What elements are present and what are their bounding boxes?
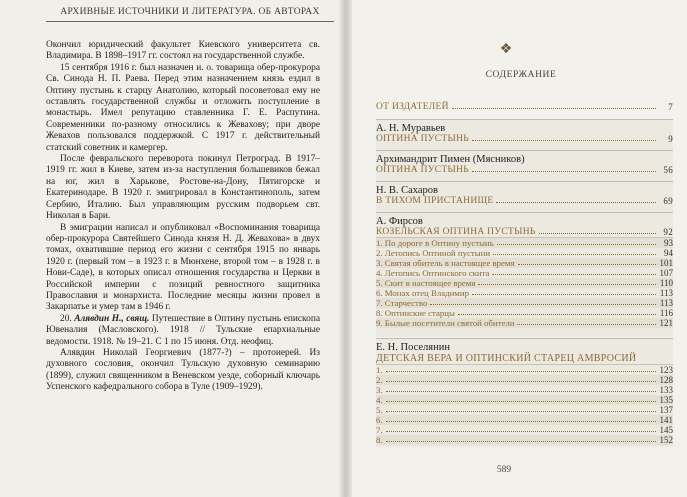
ornament-icon: ❖ bbox=[499, 42, 513, 57]
paragraph: Окончил юридический факультет Киевского университета св. Владимира. В 1898–1917 гг. состоял на государственной службе. bbox=[46, 40, 320, 62]
chapter-page: 116 bbox=[659, 308, 673, 318]
entry-20 bbox=[46, 314, 320, 348]
chapter-page: 94 bbox=[664, 248, 673, 258]
running-head: АРХИВНЫЕ ИСТОЧНИКИ И ЛИТЕРАТУРА. ОБ АВТОРАХ bbox=[60, 7, 320, 17]
chapter-page: 107 bbox=[659, 268, 673, 278]
chapter-title: 8. bbox=[376, 435, 383, 445]
chapter-title: 7. bbox=[376, 425, 383, 435]
toc-entry-title: КОЗЕЛЬСКАЯ ОПТИНА ПУСТЫНЬ bbox=[376, 227, 536, 237]
toc-chapter[interactable] bbox=[376, 278, 673, 288]
paragraph: После февральского переворота покинул Петроград. В 1917–1919 гг. жил в Киеве, затем из-за наступления большевиков бежал на юг, жил в Харькове, Ростове-на-Дону, Пятигорске и Екатеринодаре. В 1920 г. эмигрировал в Константинополь, затем Сербию, Италию. Был управляющим русским подворьем свт. Николая в Бари. bbox=[46, 154, 320, 222]
right-page bbox=[346, 0, 687, 497]
toc-entry[interactable] bbox=[376, 165, 673, 175]
entry-number: 20. bbox=[60, 313, 72, 324]
toc-entry-page: 56 bbox=[663, 165, 673, 175]
chapter-title: 4. bbox=[376, 395, 383, 405]
chapter-title: 4. Летопись Оптинского скита bbox=[376, 268, 490, 278]
toc-chapter[interactable] bbox=[376, 258, 673, 268]
chapter-page: 113 bbox=[659, 298, 673, 308]
chapter-page: 93 bbox=[664, 238, 673, 248]
section-author: Е. Н. Поселянин bbox=[376, 342, 450, 353]
chapter-title: 6. bbox=[376, 415, 383, 425]
paragraph: Алявдин Николай Георгиевич (1877-?) – протоиерей. Из духовного сословия, окончил Тульскую духовную семинарию (1899), служил священником в Веневском уезде, соборный ключарь Успенского кафедрального собора в Туле (1909–1929). bbox=[46, 347, 320, 393]
toc-entry-title: ДЕТСКАЯ ВЕРА И ОПТИНСКИЙ СТАРЕЦ АМВРОСИЙ bbox=[376, 353, 637, 364]
toc-chapter[interactable] bbox=[376, 268, 673, 278]
section-author: Архимандрит Пимен (Мясников) bbox=[376, 154, 525, 165]
section-author: Н. В. Сахаров bbox=[376, 185, 438, 196]
toc-section bbox=[376, 181, 673, 212]
toc-chapter[interactable] bbox=[376, 248, 673, 258]
toc-entry[interactable] bbox=[376, 102, 673, 112]
chapter-page: 135 bbox=[659, 395, 673, 405]
toc-chapter[interactable] bbox=[376, 375, 673, 385]
toc-chapter[interactable] bbox=[376, 365, 673, 375]
toc-entry-page: 92 bbox=[663, 227, 673, 237]
chapter-title: 9. Былые посетители святой обители bbox=[376, 318, 515, 328]
toc-chapter[interactable] bbox=[376, 425, 673, 435]
toc-from-publishers bbox=[376, 102, 673, 112]
section-author: А. Фирсов bbox=[376, 216, 423, 227]
chapter-title: 6. Монах отец Владимир bbox=[376, 288, 469, 298]
toc-entry-page: 9 bbox=[668, 134, 673, 144]
toc-chapter[interactable] bbox=[376, 395, 673, 405]
entry-text: Путешествие в Оптину пустынь епископа Ювеналия (Масловского). 1918 // Тульские епархиальные ведомости. 1918. № 19–21. С 1 по 15 июня. Отд. неофиц. bbox=[46, 313, 320, 347]
chapter-page: 152 bbox=[659, 435, 673, 445]
paragraph: В эмиграции написал и опубликовал «Воспоминания товарища обер-прокурора Святейшего Синода князя Н. Д. Жевахова» в двух томах, охватившие период его жизни с сентября 1915 по январь 1920 г. (первый том – в 1923 г. в Мюнхене, второй том – в 1928 г. в Нови-Саде), в которых описал отношения государства и Церкви в Российской империи с позиций ревностного защитника Православия и монархиста. Последние месяцы жизни провел в Закарпатье и умер там в 1946 г. bbox=[46, 222, 320, 313]
toc-chapter[interactable] bbox=[376, 405, 673, 415]
chapter-page: 101 bbox=[659, 258, 673, 268]
chapter-page: 141 bbox=[659, 415, 673, 425]
toc-chapter[interactable] bbox=[376, 318, 673, 328]
toc-entry-page: 7 bbox=[668, 102, 673, 112]
chapter-title: 3. bbox=[376, 385, 383, 395]
toc-entry[interactable] bbox=[376, 353, 673, 365]
toc-section bbox=[376, 150, 673, 181]
header-rule bbox=[46, 21, 334, 22]
chapter-title: 2. Летопись Оптиной пустыни bbox=[376, 248, 491, 258]
paragraph: 15 сентября 1916 г. был назначен и. о. товарища обер-прокурора Св. Синода Н. П. Раева. Перед этим назначением князь ездил в Оптину пустынь к старцу Анатолию, который посоветовал ему не оставлять государственной службы и отложить поступление в монастырь. Имел репутацию ставленника Г. Е. Распутина. Современники по-разному относились к Жевахову; при дворе Жевахов пользовался поддержкой. С 1917 г. действительный статский советник и камергер. bbox=[46, 62, 320, 153]
toc-section bbox=[376, 212, 673, 337]
toc-chapter[interactable] bbox=[376, 435, 673, 445]
toc-entry-title: ОПТИНА ПУСТЫНЬ bbox=[376, 134, 470, 144]
toc-title: СОДЕРЖАНИЕ bbox=[485, 70, 557, 80]
section-author: А. Н. Муравьев bbox=[376, 123, 446, 134]
chapter-page: 137 bbox=[659, 405, 673, 415]
chapter-title: 5. bbox=[376, 405, 383, 415]
toc-entry-title: В ТИХОМ ПРИСТАНИЩЕ bbox=[376, 196, 494, 206]
chapter-page: 113 bbox=[659, 288, 673, 298]
chapter-title: 7. Старчество bbox=[376, 298, 428, 308]
chapter-page: 123 bbox=[659, 365, 673, 375]
toc-entry-title: ОТ ИЗДАТЕЛЕЙ bbox=[376, 102, 449, 112]
chapter-page: 121 bbox=[659, 318, 673, 328]
book-gutter bbox=[338, 0, 352, 497]
chapter-title: 5. Скит в настоящее время bbox=[376, 278, 476, 288]
toc-entry[interactable] bbox=[376, 227, 673, 238]
toc-entry[interactable] bbox=[376, 196, 673, 206]
chapter-title: 2. bbox=[376, 375, 383, 385]
entry-author: Алявдин Н., свящ. bbox=[74, 313, 150, 324]
left-page-body bbox=[46, 40, 320, 394]
toc-chapter[interactable] bbox=[376, 385, 673, 395]
chapter-title: 8. Оптинские старцы bbox=[376, 308, 455, 318]
page-number: 589 bbox=[496, 465, 512, 475]
toc-section bbox=[376, 119, 673, 150]
toc-entry-title: ОПТИНА ПУСТЫНЬ bbox=[376, 165, 470, 175]
chapter-page: 110 bbox=[659, 278, 673, 288]
chapter-page: 128 bbox=[659, 375, 673, 385]
chapter-page: 145 bbox=[659, 425, 673, 435]
chapter-page: 133 bbox=[659, 385, 673, 395]
toc-chapter[interactable] bbox=[376, 288, 673, 298]
chapter-title: 1. По дороге в Оптину пустынь bbox=[376, 238, 494, 248]
toc-entry-page: 69 bbox=[663, 196, 673, 206]
toc-section bbox=[376, 338, 673, 447]
toc-chapter[interactable] bbox=[376, 308, 673, 318]
chapter-title: 3. Святая обитель в настоящее время bbox=[376, 258, 515, 268]
toc-chapter[interactable] bbox=[376, 298, 673, 308]
chapter-title: 1. bbox=[376, 365, 383, 375]
toc-entry[interactable] bbox=[376, 134, 673, 144]
toc-chapter[interactable] bbox=[376, 238, 673, 248]
toc-chapter[interactable] bbox=[376, 415, 673, 425]
